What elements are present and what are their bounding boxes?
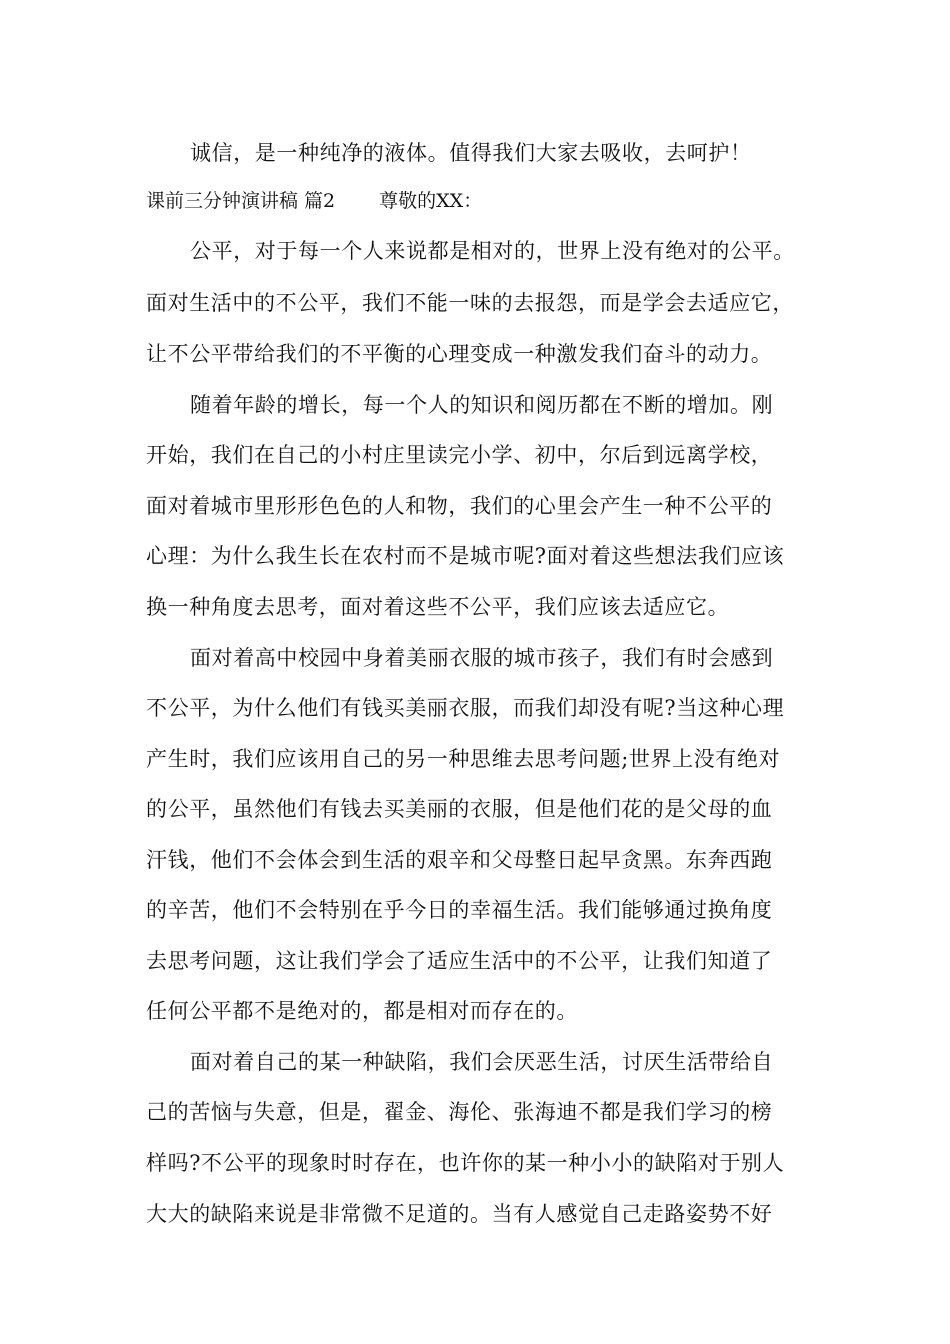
paragraph-line: 面对着高中校园中身着美丽衣服的城市孩子，我们有时会感到 xyxy=(190,646,774,670)
heading-title: 课前三分钟演讲稿 篇2 xyxy=(146,190,336,212)
paragraph-line: 的辛苦，他们不会特别在乎今日的幸福生活。我们能够通过换角度 xyxy=(146,898,773,922)
paragraph-line: 去思考问题，这让我们学会了适应生活中的不公平，让我们知道了 xyxy=(146,949,773,973)
salutation: 尊敬的XX： xyxy=(379,190,483,212)
paragraph-line: 大大的缺陷来说是非常微不足道的。当有人感觉自己走路姿势不好 xyxy=(146,1202,773,1226)
paragraph-line: 心理：为什么我生长在农村而不是城市呢?面对着这些想法我们应该 xyxy=(146,544,785,568)
section-heading xyxy=(146,186,482,216)
paragraph-line: 汗钱，他们不会体会到生活的艰辛和父母整日起早贪黑。东奔西跑 xyxy=(146,848,773,872)
paragraph-line: 诚信，是一种纯净的液体。值得我们大家去吸收，去呵护！ xyxy=(190,141,752,165)
paragraph-line: 的公平，虽然他们有钱去买美丽的衣服，但是他们花的是父母的血 xyxy=(146,797,773,821)
paragraph-line: 面对着城市里形形色色的人和物，我们的心里会产生一种不公平的 xyxy=(146,494,773,518)
paragraph-line: 换一种角度去思考，面对着这些不公平，我们应该去适应它。 xyxy=(146,595,730,619)
paragraph-line: 任何公平都不是绝对的，都是相对而存在的。 xyxy=(146,999,578,1023)
paragraph-line: 己的苦恼与失意，但是，翟金、海伦、张海迪不都是我们学习的榜 xyxy=(146,1100,773,1124)
paragraph-line: 面对着自己的某一种缺陷，我们会厌恶生活，讨厌生活带给自 xyxy=(190,1050,774,1074)
paragraph-line: 产生时，我们应该用自己的另一种思维去思考问题;世界上没有绝对 xyxy=(146,747,781,771)
paragraph-line: 随着年龄的增长，每一个人的知识和阅历都在不断的增加。刚 xyxy=(190,393,774,417)
paragraph-line: 让不公平带给我们的不平衡的心理变成一种激发我们奋斗的动力。 xyxy=(146,342,773,366)
paragraph-line: 不公平，为什么他们有钱买美丽衣服，而我们却没有呢?当这种心理 xyxy=(146,696,785,720)
paragraph-line: 样吗?不公平的现象时时存在，也许你的某一种小小的缺陷对于别人 xyxy=(146,1151,785,1175)
paragraph-line: 公平，对于每一个人来说都是相对的，世界上没有绝对的公平。 xyxy=(190,239,795,263)
paragraph-line: 开始，我们在自己的小村庄里读完小学、初中，尔后到远离学校， xyxy=(146,443,773,467)
paragraph-line: 面对生活中的不公平，我们不能一味的去报怨，而是学会去适应它， xyxy=(146,291,794,315)
